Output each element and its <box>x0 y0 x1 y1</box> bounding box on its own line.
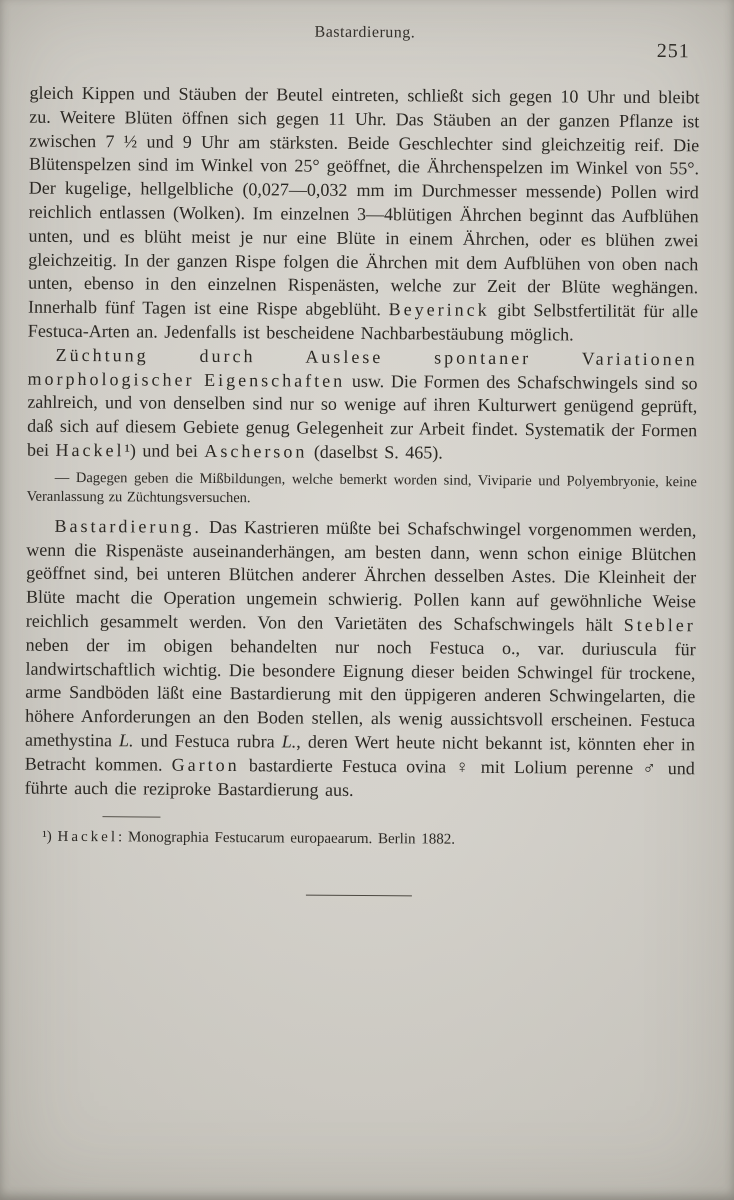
running-head: Bastardierung. <box>314 23 416 42</box>
section-divider <box>306 895 412 897</box>
paragraph-bastardierung: Bastardierung. Das Kastrieren müßte bei Schafschwingel vorgenommen werden, wenn die Rispenäste auseinanderhängen, am besten dann, wenn schon einige Blütchen geöffnet sind, bei unteren Blütchen anderer Ährchen desselben Astes. Die Kleinheit der Blüte macht die Operation ungemein schwierig. Pollen kann auf gewöhnliche Weise reichlich gesammelt werden. Von den Varietäten des Schafschwingels hält Stebler neben der im obigen behandelten nur noch Festuca o., var. duriuscula für landwirtschaftlich wichtig. Die besondere Eignung dieser beiden Schwingel für trockene, arme Sandböden läßt eine Bastardierung mit den üppigeren anderen Schwingelarten, die höhere Anforderungen an den Boden stellen, als wenig aussichtsvoll erscheinen. Festuca amethystina L. und Festuca rubra L., deren Wert heute nicht bekannt ist, könnten eher in Betracht kommen. Garton bastardierte Festuca ovina ♀ mit Lolium perenne ♂ und führte auch die reziproke Bastardierung aus. <box>24 515 697 800</box>
text-body <box>25 82 700 805</box>
page-content <box>24 22 700 899</box>
paragraph-petit-note: — Dagegen geben die Mißbildungen, welche bemerkt worden sind, Viviparie und Polyembryonie, keine Veranlassung zu Züchtungsversuchen. <box>26 469 697 507</box>
paragraph-continuation: gleich Kippen und Stäuben der Beutel eintreten, schließt sich gegen 10 Uhr und bleibt zu. Weitere Blüten öffnen sich gegen 11 Uhr. Das Stäuben an der ganzen Pflanze ist zwischen 7 ½ und 9 Uhr am stärksten. Beide Geschlechter sind gleichzeitig reif. Die Blütenspelzen sind im Winkel von 25° geöffnet, die Ährchenspelzen im Winkel von 55°. Der kugelige, hellgelbliche (0,027—0,032 mm im Durchmesser messende) Pollen wird reichlich entlassen (Wolken). Im einzelnen 3—4blütigen Ährchen beginnt das Aufblühen unten, und es blüht meist je nur eine Blüte in einem Ährchen, oder es blühen zwei gleichzeitig. In der ganzen Rispe folgen die Ährchen mit dem Aufblühen von oben nach unten, ebenso in den einzelnen Rispenästen, welche zur Zeit der Blüte weghängen. Innerhalb fünf Tagen ist eine Rispe abgeblüht. Beyerinck gibt Selbstfertilität für alle Festuca-Arten an. Jedenfalls ist bescheidene Nachbarbestäubung möglich. <box>27 82 700 345</box>
page-number: 251 <box>656 40 690 63</box>
footnote-divider <box>102 816 160 817</box>
footnote: ¹) Hackel: Monographia Festucarum europaearum. Berlin 1882. <box>42 829 456 848</box>
paragraph-zuechtung: Züchtung durch Auslese spontaner Variationen morphologischer Eigenschaften usw. Die Formen des Schafschwingels sind so zahlreich, und von denselben sind nur so wenige auf ihren Kulturwert genügend geprüft, daß sich auf diesem Gebiete genug Gelegenheit zur Arbeit findet. Systematik der Formen bei Hackel¹) und bei Ascherson (daselbst S. 465). <box>26 344 698 463</box>
